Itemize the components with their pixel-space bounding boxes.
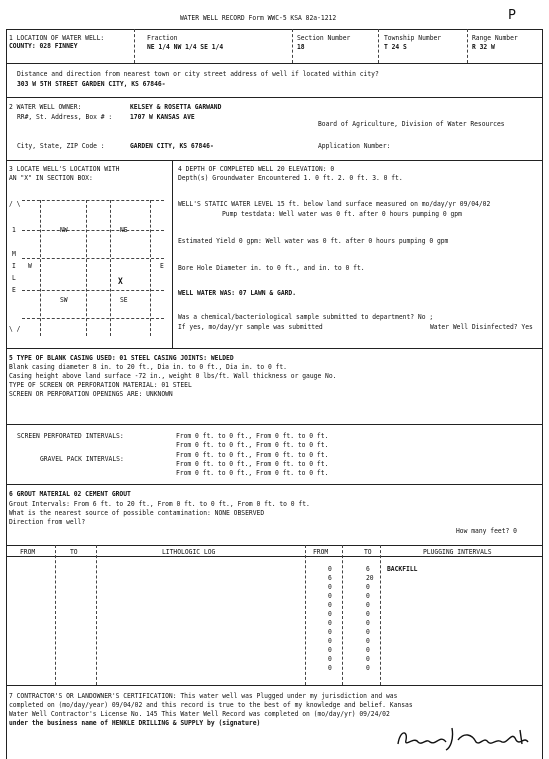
log-from: FROM [20, 547, 36, 556]
rule [6, 160, 542, 161]
cert-line-2: completed on (mo/day/year) 09/04/02 and this record is true to the best of my knowledge and belief. Kansas [9, 700, 413, 709]
log-from-value: 0 [328, 627, 332, 636]
log-to-value: 0 [366, 582, 370, 591]
distance-value: 303 W 5TH STREET GARDEN CITY, KS 67846- [17, 79, 166, 88]
log-from-value: 6 [328, 573, 332, 582]
rule [342, 545, 343, 685]
mile-5: E [12, 285, 16, 294]
distance-label: Distance and direction from nearest town or city street address of well if located within city? [17, 69, 379, 78]
form-title: WATER WELL RECORD Form WWC-5 KSA 82a-1212 [180, 13, 337, 22]
section: 18 [297, 42, 305, 51]
city: GARDEN CITY, KS 67846- [130, 141, 214, 150]
lithologic-log: LITHOLOGIC LOG [162, 547, 216, 556]
rule [6, 29, 7, 759]
gravel-label: GRAVEL PACK INTERVALS: [40, 454, 124, 463]
address: 1707 W KANSAS AVE [130, 112, 195, 121]
grid-line [110, 200, 111, 336]
log-to-value: 0 [366, 654, 370, 663]
quadrant-sw: SW [60, 295, 68, 304]
log-to-value: 0 [366, 663, 370, 672]
quadrant-ne: NE [120, 225, 128, 234]
rule [172, 160, 173, 348]
slash-bottom: \ / [9, 324, 21, 333]
log-to-value: 0 [366, 636, 370, 645]
township-label: Township Number [384, 33, 442, 42]
rule [96, 545, 97, 685]
mile-2: M [12, 249, 16, 258]
application-label: Application Number: [318, 141, 391, 150]
section-label: Section Number [297, 33, 351, 42]
disinfected: Water Well Disinfected? Yes [430, 322, 533, 331]
quadrant-se: SE [120, 295, 128, 304]
rule [467, 29, 468, 63]
board-label: Board of Agriculture, Division of Water Resources [318, 119, 505, 128]
grid-line [22, 258, 164, 259]
log-to-value: 6 [366, 564, 370, 573]
grout-material: 6 GROUT MATERIAL 02 CEMENT GROUT [9, 489, 131, 498]
cert-line-3: Water Well Contractor's License No. 145 This Water Well Record was completed on (mo/day/yr) 09/24/02 [9, 709, 390, 718]
range-label: Range Number [472, 33, 518, 42]
rule [380, 545, 381, 685]
rule [6, 348, 542, 349]
backfill: BACKFILL [387, 564, 418, 573]
rule [378, 29, 379, 63]
log-from-2: FROM [313, 547, 329, 556]
rule [292, 29, 293, 63]
grid-line [22, 230, 164, 231]
range: R 32 W [472, 42, 495, 51]
corner-letter: P [508, 8, 516, 23]
casing-diameter: Blank casing diameter 8 in. to 20 ft., Dia in. to 0 ft., Dia in. to 0 ft. [9, 362, 287, 371]
log-to: TO [70, 547, 78, 556]
township: T 24 S [384, 42, 407, 51]
log-from-value: 0 [328, 654, 332, 663]
direction: Direction from well? [9, 517, 86, 526]
grid-line [22, 200, 164, 201]
rule [6, 484, 542, 485]
rule [6, 556, 542, 557]
rule [6, 685, 542, 686]
fraction-label: Fraction [147, 33, 178, 42]
quadrant-nw: NW [60, 225, 68, 234]
log-from-value: 0 [328, 582, 332, 591]
screen-label: SCREEN PERFORATED INTERVALS: [17, 431, 124, 440]
city-label: City, State, ZIP Code : [17, 141, 105, 150]
signature [392, 722, 542, 752]
screen-row: From 0 ft. to 0 ft., From 0 ft. to 0 ft. [176, 431, 329, 440]
grid-line [22, 318, 164, 319]
groundwater-line: Depth(s) Groundwater Encountered 1. 0 ft. 2. 0 ft. 3. 0 ft. [178, 173, 403, 182]
owner-label: 2 WATER WELL OWNER: [9, 102, 82, 111]
contamination: What is the nearest source of possible contamination: NONE OBSERVED [9, 508, 265, 517]
log-from-value: 0 [328, 564, 332, 573]
log-to-value: 0 [366, 609, 370, 618]
screen-row: From 0 ft. to 0 ft., From 0 ft. to 0 ft. [176, 440, 329, 449]
rule [6, 424, 542, 425]
grid-line [22, 290, 164, 291]
log-from-value: 0 [328, 591, 332, 600]
log-to-value: 0 [366, 627, 370, 636]
mile-3: I [12, 261, 16, 270]
owner-name: KELSEY & ROSETTA GARWAND [130, 102, 222, 111]
well-x-mark: X [118, 277, 123, 287]
address-label: RR#, St. Address, Box # : [17, 112, 113, 121]
county: COUNTY: 028 FINNEY [9, 41, 78, 50]
rule [55, 545, 56, 685]
mile-4: L [12, 273, 16, 282]
location-label: 1 LOCATION OF WATER WELL: [9, 33, 105, 42]
static-level: WELL'S STATIC WATER LEVEL 15 ft. below land surface measured on mo/day/yr 09/04/02 [178, 199, 491, 208]
rule [6, 63, 542, 64]
grout-intervals: Grout Intervals: From 6 ft. to 20 ft., From 0 ft. to 0 ft., From 0 ft. to 0 ft. [9, 499, 310, 508]
mile-1: 1 [12, 225, 16, 234]
log-from-value: 0 [328, 600, 332, 609]
log-to-2: TO [364, 547, 372, 556]
slash-top: / \ [9, 199, 21, 208]
estimated-yield: Estimated Yield 0 gpm: Well water was 0 ft. after 0 hours pumping 0 gpm [178, 236, 449, 245]
casing-type: 5 TYPE OF BLANK CASING USED: 01 STEEL CASING JOINTS: WELDED [9, 353, 234, 362]
log-from-value: 0 [328, 636, 332, 645]
locate-label: 3 LOCATE WELL'S LOCATION WITH [9, 164, 120, 173]
rule [6, 545, 542, 546]
chem-sample-date: If yes, mo/day/yr sample was submitted [178, 322, 323, 331]
chem-sample: Was a chemical/bacteriological sample submitted to department? No ; [178, 312, 434, 321]
grid-line [86, 200, 87, 336]
fraction: NE 1/4 NW 1/4 SE 1/4 [147, 42, 224, 51]
grid-line [40, 200, 41, 336]
gravel-row: From 0 ft. to 0 ft., From 0 ft. to 0 ft. [176, 459, 329, 468]
rule [134, 29, 135, 63]
log-from-value: 0 [328, 618, 332, 627]
gravel-row: From 0 ft. to 0 ft., From 0 ft. to 0 ft. [176, 450, 329, 459]
log-to-value: 0 [366, 618, 370, 627]
east-label: E [160, 261, 164, 270]
rule [305, 545, 306, 685]
screen-openings: SCREEN OR PERFORATION OPENINGS ARE: UNKNOWN [9, 389, 173, 398]
pump-test: Pump testdata: Well water was 0 ft. after 0 hours pumping 0 gpm [222, 209, 462, 218]
cert-line-4: under the business name of HENKLE DRILLING & SUPPLY by (signature) [9, 718, 261, 727]
log-from-value: 0 [328, 645, 332, 654]
grid-line [150, 200, 151, 336]
casing-height: Casing height above land surface -72 in., weight 0 lbs/ft. Wall thickness or gauge No. [9, 371, 337, 380]
log-to-value: 0 [366, 645, 370, 654]
log-to-value: 20 [366, 573, 374, 582]
rule [542, 29, 543, 759]
depth-line: 4 DEPTH OF COMPLETED WELL 20 ELEVATION: 0 [178, 164, 335, 173]
log-to-value: 0 [366, 600, 370, 609]
log-from-value: 0 [328, 609, 332, 618]
log-from-value: 0 [328, 663, 332, 672]
screen-material: TYPE OF SCREEN OR PERFORATION MATERIAL: 01 STEEL [9, 380, 192, 389]
cert-line-1: 7 CONTRACTOR'S OR LANDOWNER'S CERTIFICATION: This water well was Plugged under my jurisdiction and was [9, 691, 398, 700]
locate-label-2: AN "X" IN SECTION BOX: [9, 173, 93, 182]
gravel-row: From 0 ft. to 0 ft., From 0 ft. to 0 ft. [176, 468, 329, 477]
rule [6, 29, 542, 30]
log-to-value: 0 [366, 591, 370, 600]
well-water-use: WELL WATER WAS: 07 LAWN & GARD. [178, 288, 297, 297]
plugging-intervals: PLUGGING INTERVALS [423, 547, 492, 556]
west-label: W [28, 261, 32, 270]
how-many-feet: How many feet? 0 [456, 526, 517, 535]
bore-hole: Bore Hole Diameter in. to 0 ft., and in. to 0 ft. [178, 263, 365, 272]
rule [6, 97, 542, 98]
